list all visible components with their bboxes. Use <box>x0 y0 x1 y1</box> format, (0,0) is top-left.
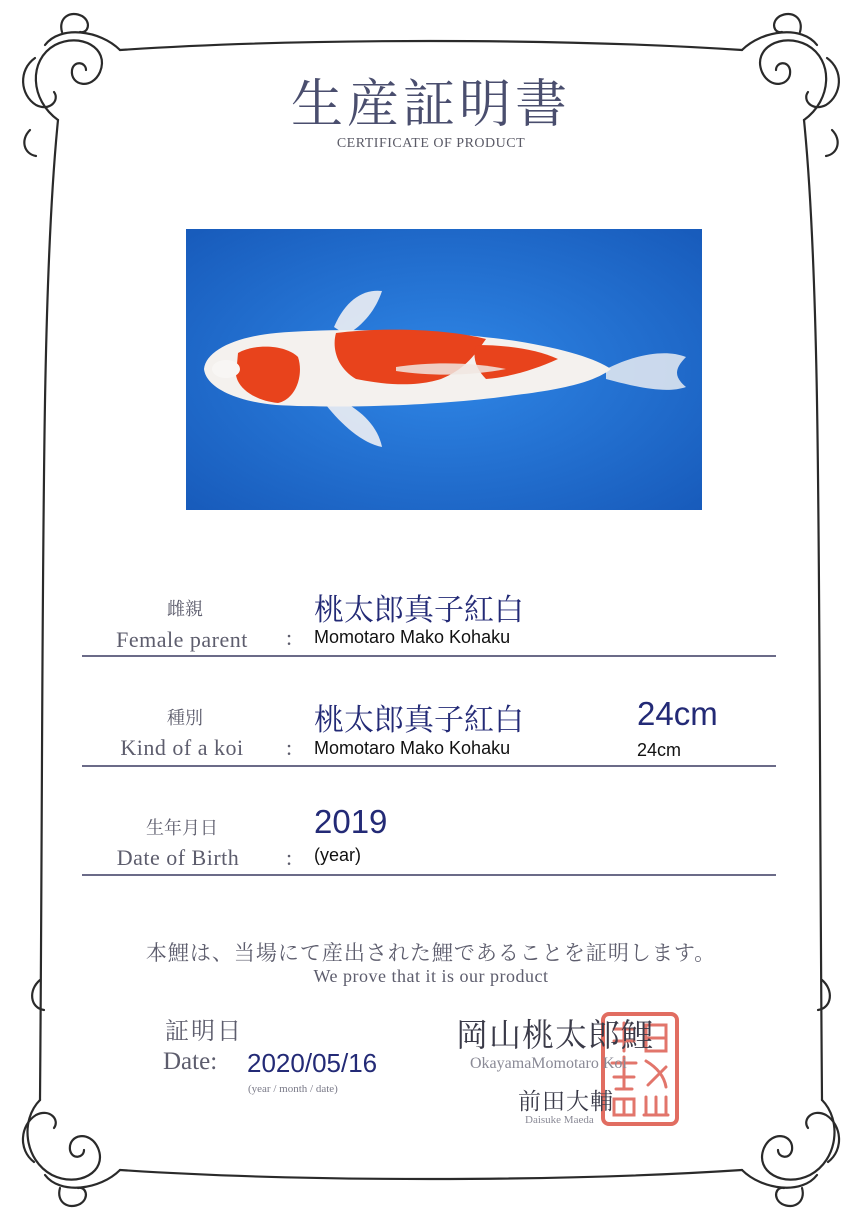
certificate-title-jp: 生産証明書 <box>290 75 571 135</box>
statement-en: We prove that it is our product <box>313 966 549 986</box>
birth-year-unit: (year) <box>314 845 362 865</box>
issuer-owner-name-jp: 前田大輔 <box>518 1089 614 1115</box>
female-parent-value-en: Momotaro Mako Kohaku <box>314 627 511 647</box>
certification-date-format: (year / month / date) <box>248 1083 338 1095</box>
certification-date-value: 2020/05/16 <box>247 1048 378 1078</box>
birth-label-en: Date of Birth <box>116 845 240 870</box>
certification-date-label-jp: 証明日 <box>165 1017 243 1045</box>
kind-value-en: Momotaro Mako Kohaku <box>314 738 511 758</box>
certificate-title-en: CERTIFICATE OF PRODUCT <box>336 136 526 151</box>
certification-date-label-en: Date: <box>163 1048 218 1075</box>
birth-year-value: 2019 <box>314 803 388 840</box>
kind-label-jp: 種別 <box>167 708 203 729</box>
kind-rule <box>82 765 776 767</box>
kind-size-value-small: 24cm <box>637 740 682 760</box>
kind-colon: : <box>286 735 293 760</box>
female-parent-label-jp: 雌親 <box>167 599 203 620</box>
kind-label-en: Kind of a koi <box>120 735 244 760</box>
female-parent-colon: : <box>286 625 293 650</box>
kind-value-jp: 桃太郎真子紅白 <box>314 703 524 738</box>
female-parent-label-en: Female parent <box>116 627 248 652</box>
issuer-farm-name-jp: 岡山桃太郎鯉 <box>456 1016 655 1054</box>
statement-jp: 本鯉は、当場にて産出された鯉であることを証明します。 <box>145 941 717 965</box>
female-parent-rule <box>82 655 776 657</box>
issuer-farm-name-en: OkayamaMomotaro Koi <box>470 1055 627 1072</box>
koi-photo <box>186 229 702 510</box>
kind-size-value: 24cm <box>637 695 718 732</box>
issuer-owner-name-en: Daisuke Maeda <box>525 1114 594 1126</box>
female-parent-value-jp: 桃太郎真子紅白 <box>314 593 524 628</box>
birth-rule <box>82 874 776 876</box>
birth-label-jp: 生年月日 <box>146 818 218 839</box>
birth-colon: : <box>286 845 293 870</box>
